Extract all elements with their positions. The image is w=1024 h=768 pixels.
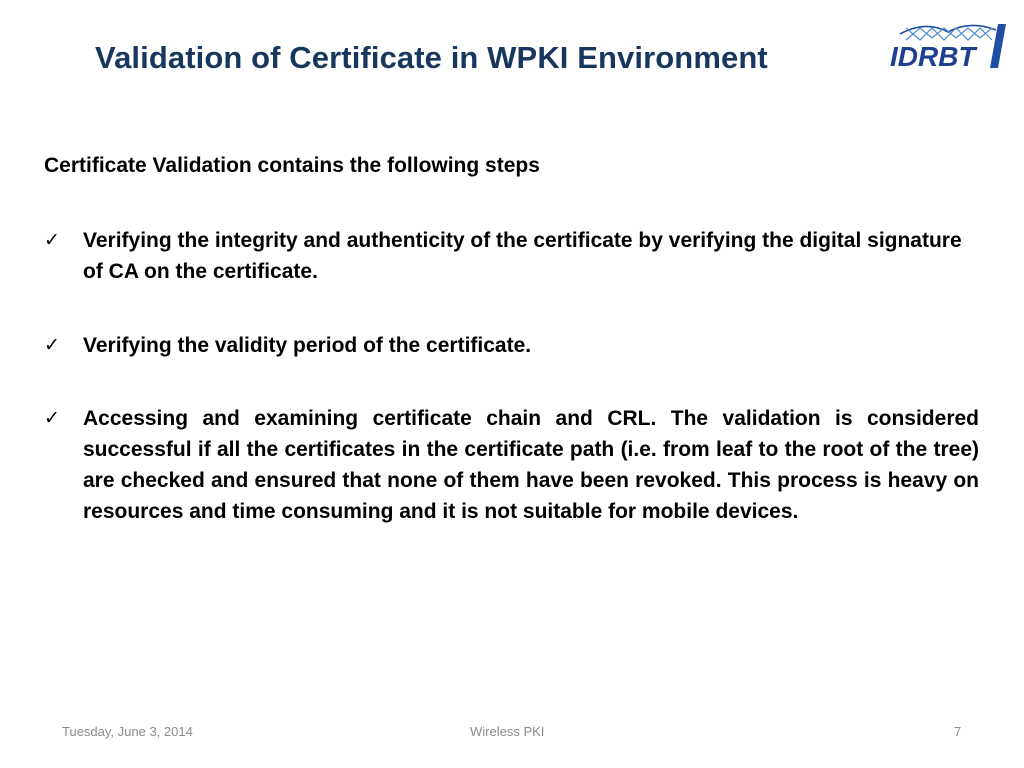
footer-date: Tuesday, June 3, 2014 (62, 724, 193, 739)
bullet-item (44, 330, 979, 361)
bullet-text: Verifying the validity period of the certificate. (83, 334, 532, 357)
checkmark-icon: ✓ (44, 335, 60, 356)
slide-title: Validation of Certificate in WPKI Environment (95, 40, 768, 75)
bullet-item (44, 403, 979, 527)
checkmark-icon: ✓ (44, 408, 60, 429)
intro-text: Certificate Validation contains the following steps (44, 154, 540, 177)
idrbt-logo (886, 22, 1008, 72)
bullet-text: Accessing and examining certificate chain and CRL. The validation is considered successful if all the certificates in the certificate path (i.e. from leaf to the root of the tree) are checked and ensured that none of them have been revoked. This process is heavy on resources and time consuming and it is not suitable for mobile devices. (83, 407, 979, 523)
bullet-item (44, 225, 979, 287)
footer-title: Wireless PKI (470, 724, 545, 739)
logo-text: IDRBT (890, 41, 976, 72)
checkmark-icon: ✓ (44, 230, 60, 251)
bullet-text: Verifying the integrity and authenticity of the certificate by verifying the digital signature of CA on the certificate. (83, 229, 962, 283)
page-number: 7 (954, 724, 962, 739)
